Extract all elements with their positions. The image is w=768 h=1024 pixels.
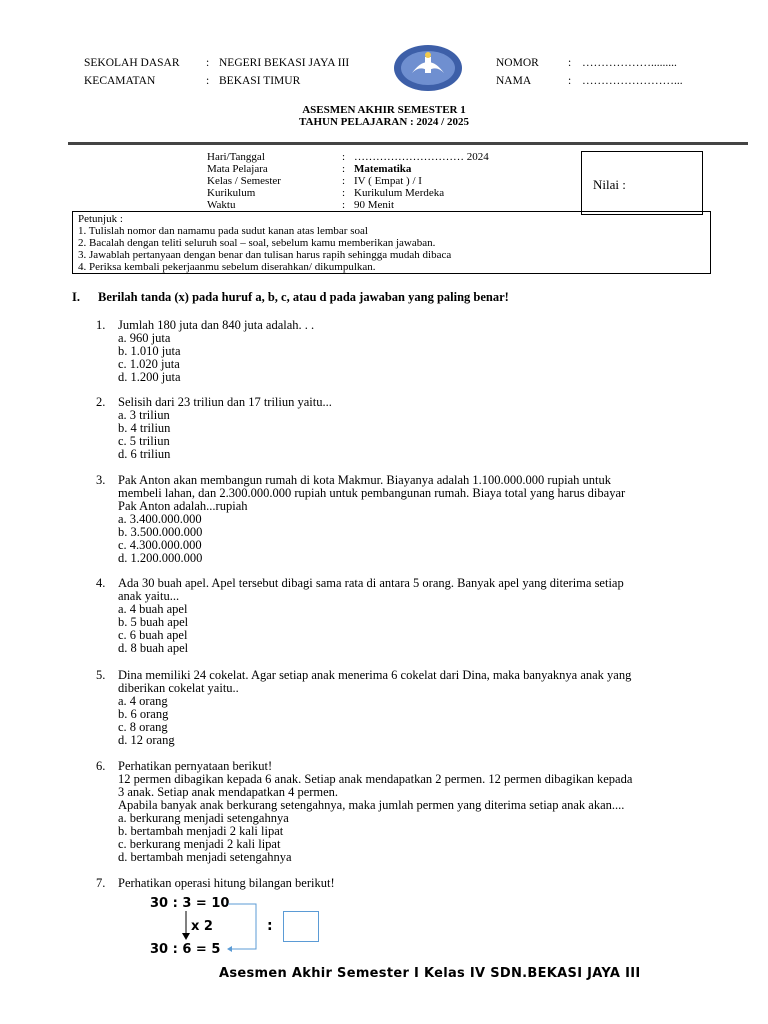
info-row (207, 151, 577, 163)
equation-top: 30 : 3 = 10 (150, 896, 230, 911)
instructions-box (72, 211, 711, 274)
info-value: Matematika (354, 163, 412, 175)
instructions-heading: Petunjuk : (78, 213, 123, 225)
instruction-item: 2. Bacalah dengan teliti seluruh soal – soal, sebelum kamu memberikan jawaban. (78, 237, 436, 249)
answer-box[interactable] (283, 911, 319, 942)
answer-option[interactable]: b. 3.500.000.000 (118, 525, 203, 539)
question-text: Ada 30 buah apel. Apel tersebut dibagi sama rata di antara 5 orang. Banyak apel yang diterima setiap (118, 576, 624, 590)
answer-option[interactable]: b. 4 triliun (118, 421, 171, 435)
colon: : (342, 163, 346, 175)
question-text: Dina memiliki 24 cokelat. Agar setiap anak menerima 6 cokelat dari Dina, maka banyaknya anak yang (118, 668, 632, 682)
question-text: Jumlah 180 juta dan 840 juta adalah. . . (118, 318, 315, 332)
colon: : (568, 57, 572, 69)
question-text: Pak Anton akan membangun rumah di kota Makmur. Biayanya adalah 1.100.000.000 rupiah untuk (118, 473, 611, 487)
operator-colon: : (267, 918, 273, 934)
answer-option[interactable]: c. 8 orang (118, 720, 168, 734)
colon: : (206, 57, 210, 69)
info-row (207, 187, 577, 199)
answer-option[interactable]: c. 5 triliun (118, 434, 170, 448)
question-text: 3 anak. Setiap anak mendapatkan 4 permen. (118, 785, 339, 799)
info-label: Kurikulum (207, 187, 256, 199)
answer-option[interactable]: d. 12 orang (118, 733, 175, 747)
answer-option[interactable]: d. 1.200.000.000 (118, 551, 203, 565)
question-number: 1. (96, 318, 106, 332)
question-text: Selisih dari 23 triliun dan 17 triliun yaitu... (118, 395, 332, 409)
answer-option[interactable]: a. 960 juta (118, 331, 171, 345)
question-number: 3. (96, 473, 106, 487)
answer-option[interactable]: a. 3 triliun (118, 408, 170, 422)
answer-option[interactable]: d. bertambah menjadi setengahnya (118, 850, 292, 864)
district-value: BEKASI TIMUR (219, 75, 301, 87)
answer-option[interactable]: c. 6 buah apel (118, 628, 188, 642)
answer-option[interactable]: a. 4 buah apel (118, 602, 188, 616)
answer-option[interactable]: b. 6 orang (118, 707, 169, 721)
score-box[interactable] (581, 151, 703, 215)
answer-option[interactable]: b. 5 buah apel (118, 615, 189, 629)
answer-option[interactable]: a. 3.400.000.000 (118, 512, 202, 526)
arrows-diagram (150, 895, 280, 960)
district-label: KECAMATAN (84, 75, 156, 87)
info-label: Kelas / Semester (207, 175, 281, 187)
bracket-arrow (228, 904, 256, 949)
academic-year: TAHUN PELAJARAN : 2024 / 2025 (299, 116, 469, 128)
answer-option[interactable]: a. berkurang menjadi setengahnya (118, 811, 289, 825)
info-label: Mata Pelajara (207, 163, 268, 175)
question-number: 6. (96, 759, 106, 773)
answer-option[interactable]: d. 1.200 juta (118, 370, 181, 384)
multiplier-label: x 2 (191, 919, 213, 934)
info-row (207, 163, 577, 175)
question-text: anak yaitu... (118, 589, 180, 603)
left-arrow-icon (227, 946, 232, 952)
answer-option[interactable]: a. 4 orang (118, 694, 168, 708)
colon: : (342, 175, 346, 187)
score-label: Nilai : (593, 177, 626, 192)
school-value: NEGERI BEKASI JAYA III (219, 57, 350, 69)
name-label: NAMA (496, 75, 532, 87)
colon: : (342, 187, 346, 199)
question-number: 2. (96, 395, 106, 409)
info-row (207, 175, 577, 187)
info-value: Kurikulum Merdeka (354, 187, 445, 199)
instruction-item: 4. Periksa kembali pekerjaanmu sebelum diserahkan/ dikumpulkan. (78, 261, 376, 273)
colon: : (342, 199, 346, 211)
instruction-item: 3. Jawablah pertanyaan dengan benar dan tulisan harus rapih sehingga mudah dibaca (78, 249, 452, 261)
question-number: 4. (96, 576, 106, 590)
school-label: SEKOLAH DASAR (84, 57, 180, 69)
question-text: membeli lahan, dan 2.300.000.000 rupiah untuk pembangunan rumah. Biaya total yang harus dibayar (118, 486, 626, 500)
question-number: 7. (96, 876, 106, 890)
question-text: Perhatikan operasi hitung bilangan berikut! (118, 876, 335, 890)
question-text: Perhatikan pernyataan berikut! (118, 759, 273, 773)
section-instruction: Berilah tanda (x) pada huruf a, b, c, atau d pada jawaban yang paling benar! (98, 290, 509, 304)
colon: : (568, 75, 572, 87)
info-value[interactable]: ………………………… 2024 (354, 151, 489, 163)
question-number: 5. (96, 668, 106, 682)
question-text: 12 permen dibagikan kepada 6 anak. Setiap anak mendapatkan 2 permen. 12 permen dibagikan kepada (118, 772, 633, 786)
answer-option[interactable]: c. 4.300.000.000 (118, 538, 202, 552)
info-row (207, 199, 577, 211)
down-arrow-icon (182, 933, 190, 940)
info-label: Hari/Tanggal (207, 151, 265, 163)
colon: : (342, 151, 346, 163)
answer-option[interactable]: b. 1.010 juta (118, 344, 181, 358)
question-text: Apabila banyak anak berkurang setengahnya, maka jumlah permen yang diterima setiap anak akan.... (118, 798, 625, 812)
name-value[interactable]: ……………………... (582, 75, 683, 87)
answer-option[interactable]: c. berkurang menjadi 2 kali lipat (118, 837, 281, 851)
answer-option[interactable]: c. 1.020 juta (118, 357, 180, 371)
answer-option[interactable]: d. 8 buah apel (118, 641, 189, 655)
info-value: 90 Menit (354, 199, 395, 211)
equation-bottom: 30 : 6 = 5 (150, 942, 221, 957)
info-value: IV ( Empat ) / I (354, 175, 422, 187)
instruction-item: 1. Tulislah nomor dan namamu pada sudut kanan atas lembar soal (78, 225, 368, 237)
answer-option[interactable]: b. bertambah menjadi 2 kali lipat (118, 824, 284, 838)
info-block (207, 151, 577, 211)
number-label: NOMOR (496, 57, 539, 69)
section-number: I. (72, 290, 80, 304)
separator-line (68, 142, 748, 145)
question-text: diberikan cokelat yaitu.. (118, 681, 239, 695)
info-label: Waktu (207, 199, 236, 211)
answer-option[interactable]: d. 6 triliun (118, 447, 171, 461)
number-value[interactable]: ………………......... (582, 57, 677, 69)
question-text: Pak Anton adalah...rupiah (118, 499, 248, 513)
ministry-logo (392, 43, 464, 93)
colon: : (206, 75, 210, 87)
exam-title: ASESMEN AKHIR SEMESTER 1 (302, 104, 466, 116)
page-footer: Asesmen Akhir Semester I Kelas IV SDN.BEKASI JAYA III (219, 966, 641, 981)
